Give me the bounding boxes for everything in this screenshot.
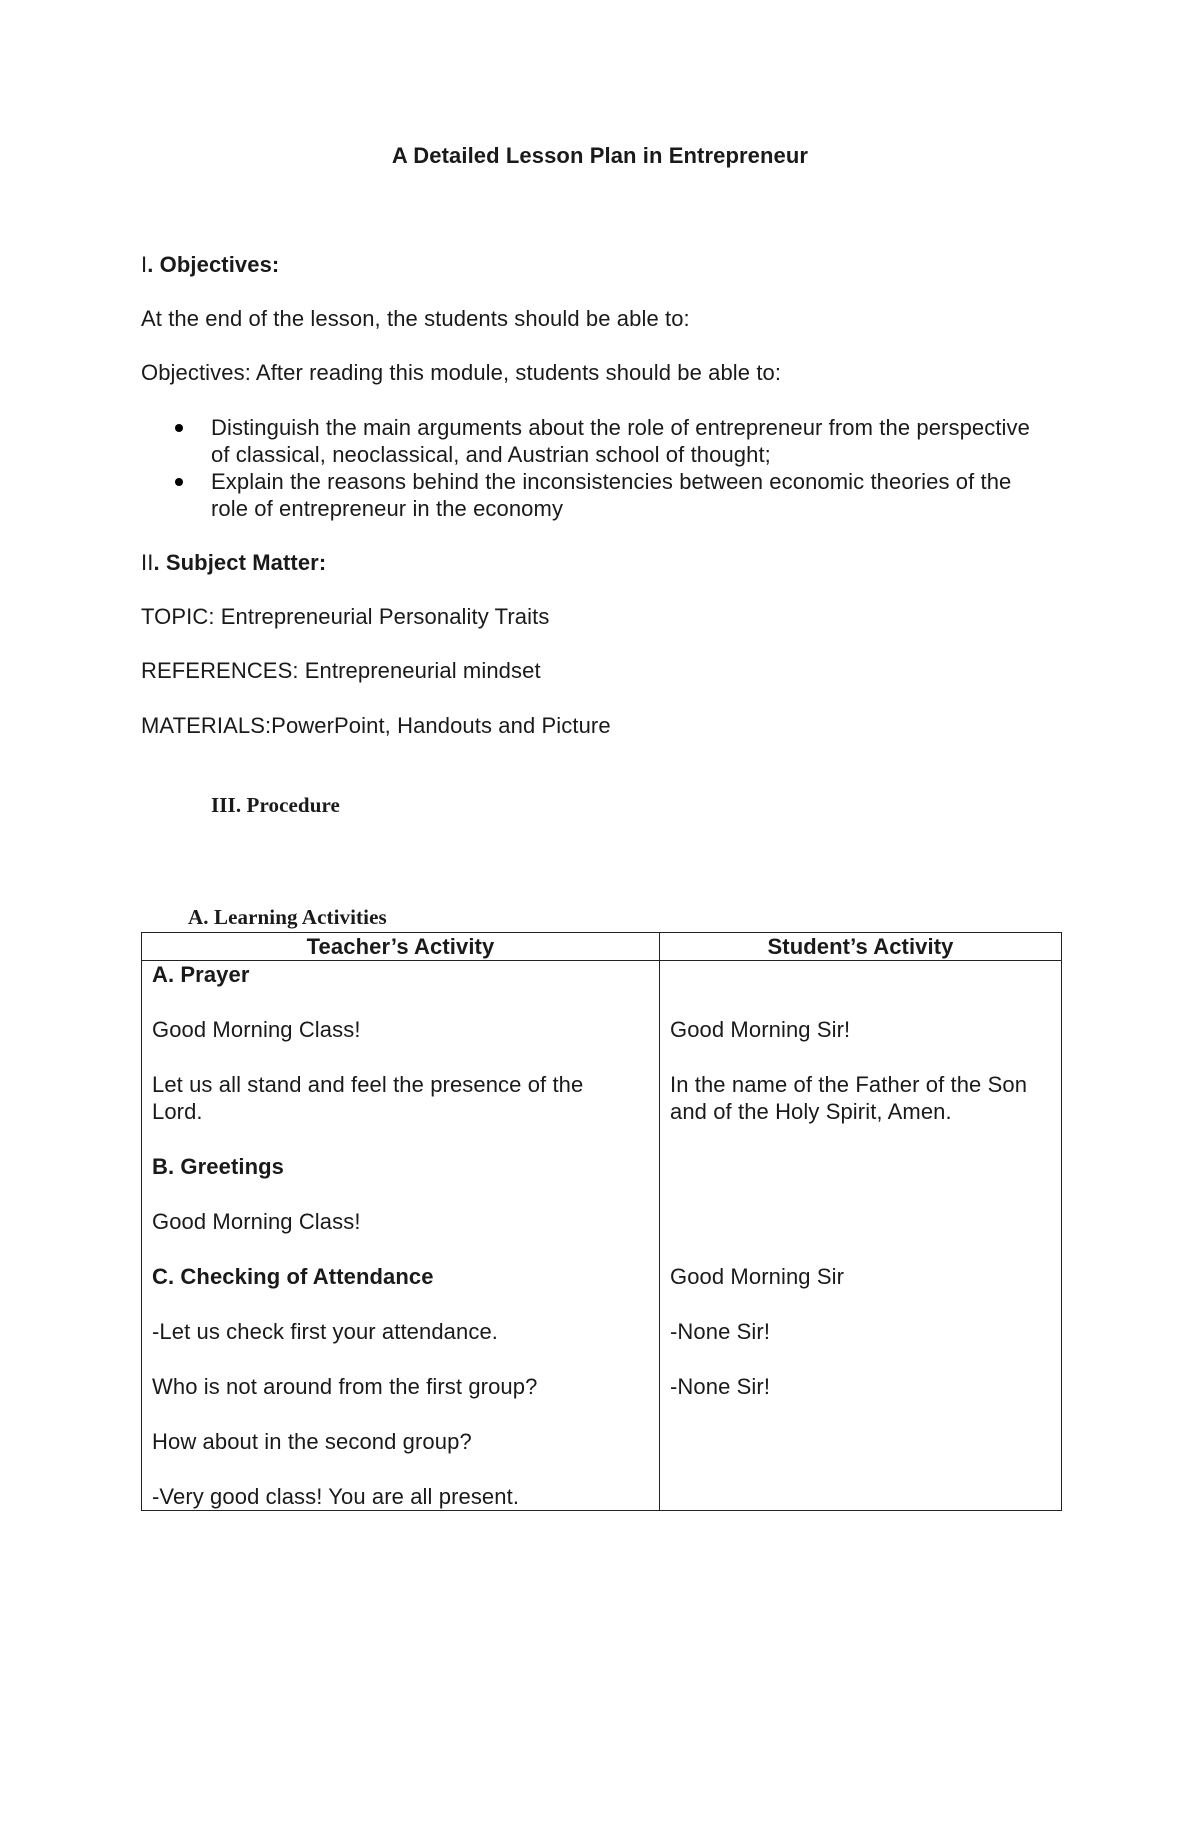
- table-header-row: [142, 933, 1062, 961]
- objectives-list: [141, 414, 1041, 522]
- objectives-intro-2: Objectives: After reading this module, students should be able to:: [141, 360, 782, 385]
- document-title: A Detailed Lesson Plan in Entrepreneur: [391, 143, 809, 168]
- teacher-activity-cell: [142, 961, 660, 1511]
- greetings-heading: B. Greetings: [152, 1154, 285, 1179]
- teacher-line: Let us all stand and feel the presence of the Lord.: [152, 1072, 584, 1124]
- teacher-line: Good Morning Class!: [152, 1209, 361, 1234]
- teacher-line: -Let us check first your attendance.: [152, 1319, 498, 1344]
- procedure-heading: III. Procedure: [211, 793, 340, 817]
- materials-line: MATERIALS:PowerPoint, Handouts and Picture: [141, 713, 611, 738]
- subject-matter-numeral: II: [141, 550, 154, 575]
- objectives-heading-text: . Objectives:: [147, 252, 280, 277]
- objectives-intro: At the end of the lesson, the students should be able to:: [141, 306, 690, 331]
- teacher-line: -Very good class! You are all present.: [152, 1484, 520, 1509]
- teacher-activity-header: Teacher’s Activity: [142, 933, 660, 961]
- attendance-heading: C. Checking of Attendance: [152, 1264, 434, 1289]
- student-line: Good Morning Sir: [670, 1264, 845, 1289]
- learning-activities-heading: A. Learning Activities: [188, 905, 387, 929]
- teacher-line: Who is not around from the first group?: [152, 1374, 538, 1399]
- objective-item: Distinguish the main arguments about the role of entrepreneur from the perspective of classical, neoclassical, and Austrian school of thought;: [141, 414, 1041, 468]
- prayer-heading: A. Prayer: [152, 962, 250, 987]
- student-line: -None Sir!: [670, 1319, 771, 1344]
- activities-table: [141, 932, 1062, 1511]
- student-line: -None Sir!: [670, 1374, 771, 1399]
- teacher-line: Good Morning Class!: [152, 1017, 361, 1042]
- topic-line: TOPIC: Entrepreneurial Personality Traits: [141, 604, 550, 629]
- student-activity-cell: [660, 961, 1062, 1511]
- teacher-line: How about in the second group?: [152, 1429, 472, 1454]
- subject-matter-heading: [141, 550, 326, 576]
- references-line: REFERENCES: Entrepreneurial mindset: [141, 658, 541, 683]
- objectives-numeral: I: [141, 252, 148, 277]
- student-activity-header: Student’s Activity: [660, 933, 1062, 961]
- objectives-heading: [141, 252, 279, 278]
- objective-item: Explain the reasons behind the inconsistencies between economic theories of the role of entrepreneur in the economy: [141, 468, 1041, 522]
- student-line: Good Morning Sir!: [670, 1017, 851, 1042]
- student-line: In the name of the Father of the Son and of the Holy Spirit, Amen.: [670, 1072, 1028, 1124]
- table-row: [142, 961, 1062, 1511]
- subject-matter-heading-text: . Subject Matter:: [153, 550, 327, 575]
